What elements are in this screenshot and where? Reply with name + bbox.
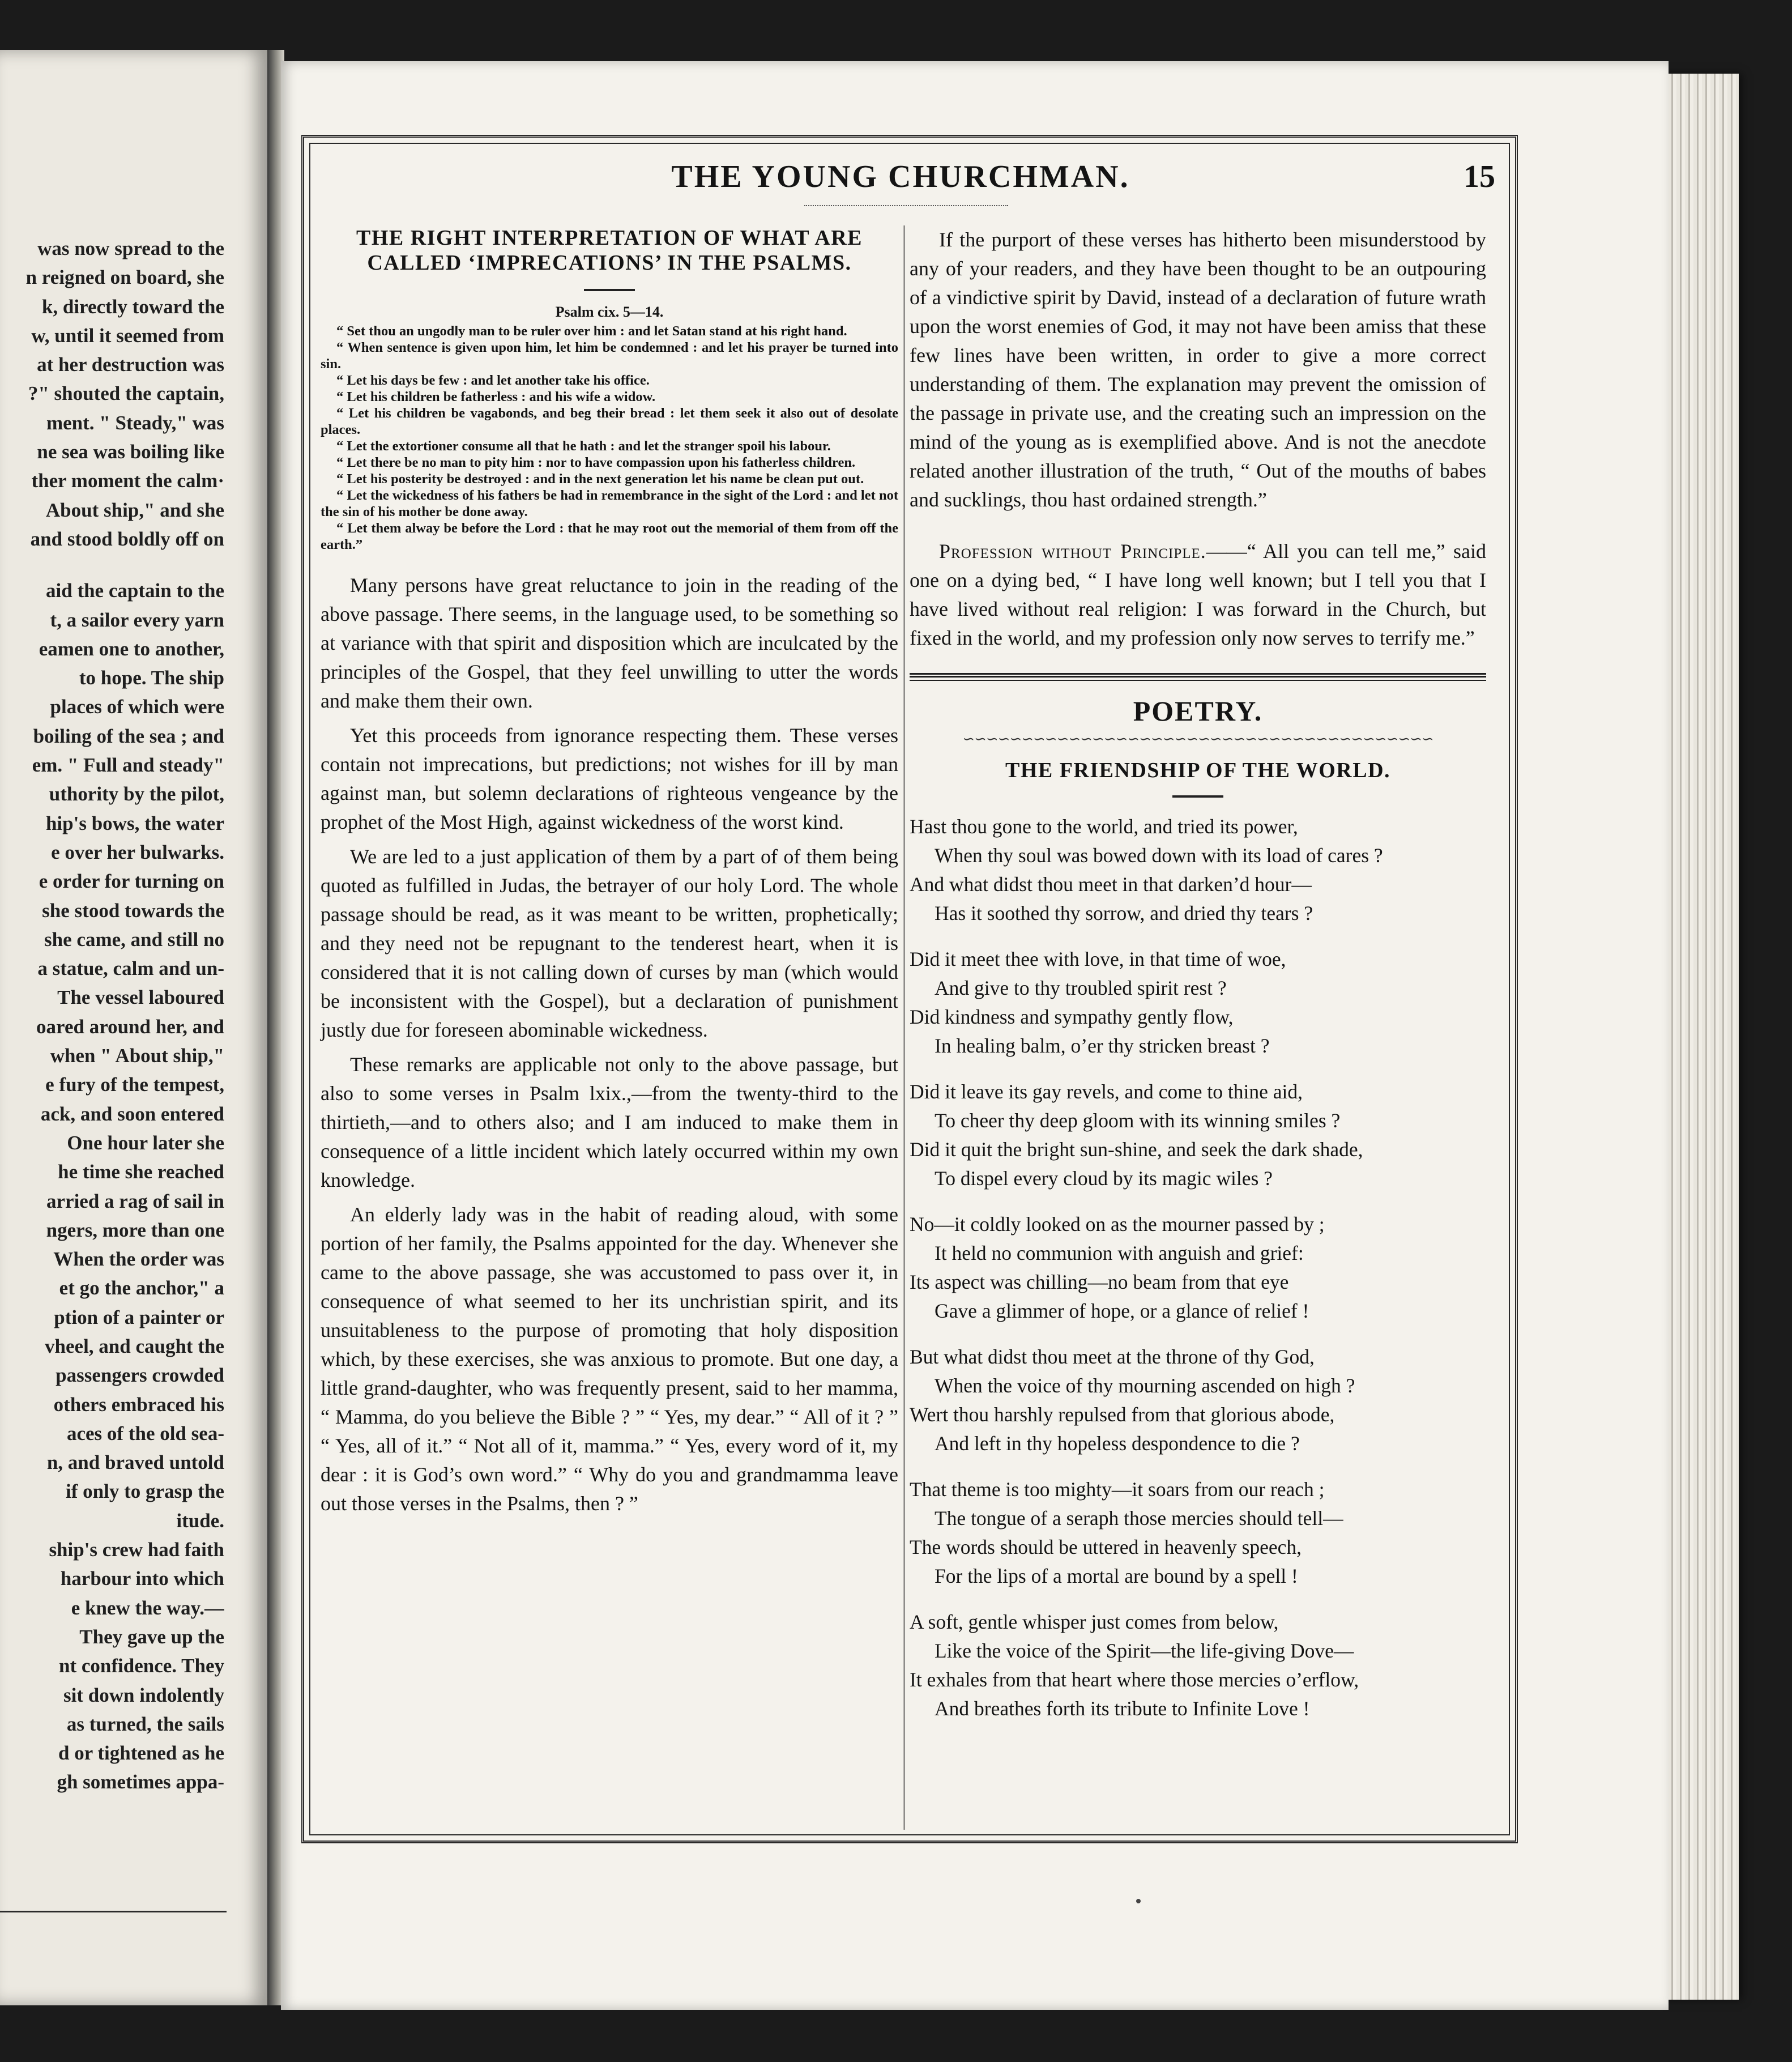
psalm-verse: “ Let his children be vagabonds, and beg their bread : let them seek it also out of desolate places.	[321, 406, 898, 437]
previous-page-line: others embraced his	[53, 1393, 224, 1416]
poem-line: A soft, gentle whisper just comes from below,	[910, 1611, 1279, 1633]
poem-line: Did it quit the bright sun-shine, and seek the dark shade,	[910, 1138, 1363, 1161]
previous-page-line: she stood towards the	[42, 899, 224, 922]
previous-page-line: oared around her, and	[36, 1015, 224, 1038]
body-paragraph: An elderly lady was in the habit of reading aloud, with some portion of her family, the Psalms appointed for the day. Whenever she came to the above passage, she was accustomed to pass over it, in consequence of what seemed to her its unchristian spirit, and its unsuitableness to the purpose of promoting that holy disposition which, by these exercises, she was anxious to promote. But one day, a little grand-daughter, who was frequently present, said to her mamma, “ Mamma, do you believe the Bible ? ” “ Yes, my dear.” “ All of it ? ” “ Yes, all of it.” “ Not all of it, mamma.” “ Yes, every word of it, my dear : it is God’s own word.” “ Why do you and grandmamma leave out those verses in the Psalms, then ? ”	[321, 1203, 898, 1515]
poem-line: When the voice of thy mourning ascended on high ?	[935, 1374, 1355, 1397]
previous-page-line: hip's bows, the water	[45, 812, 224, 834]
psalm-verse: “ Set thou an ungodly man to be ruler over him : and let Satan stand at his right hand.	[336, 323, 847, 339]
previous-page-line: she came, and still no	[44, 928, 224, 951]
column-divider	[903, 225, 905, 1830]
previous-page-line: The vessel laboured	[57, 986, 224, 1009]
running-title: THE YOUNG CHURCHMAN.	[671, 159, 1130, 194]
poem-line: That theme is too mighty—it soars from our reach ;	[910, 1478, 1325, 1501]
previous-page-line: t, a sailor every yarn	[50, 608, 224, 631]
previous-page-line: e fury of the tempest,	[45, 1073, 224, 1096]
epigraph-verses	[321, 323, 898, 553]
poem-line: Gave a glimmer of hope, or a glance of relief !	[935, 1300, 1309, 1322]
previous-page-line: n reigned on board, she	[25, 266, 224, 289]
article-conclusion: If the purport of these verses has hitherto been misunderstood by any of your readers, and they have been thought to be an outpouring of a vindictive spirit by David, instead of a declaration of future wrath upon the worst enemies of God, it may not have been amiss that these few lines have been written, in order to give a more correct understanding of them. The explanation may prevent the omission of the passage in private use, and the creating such an impression on the mind of the young as is exemplified above. And is not the anecdote related another illustration of the truth, “ Out of the mouths of babes and sucklings, thou hast ordained strength.”	[910, 228, 1486, 511]
body-paragraph: These remarks are applicable not only to the above passage, but also to some verses in Psalm lxix.,—from the twenty-third to the thirtieth,—and to others also; and I am induced to make them in consequence of a little incident which lately occurred within my own knowledge.	[321, 1053, 898, 1191]
previous-page-text	[0, 234, 224, 1797]
previous-page-line: em. " Full and steady"	[32, 754, 224, 777]
psalm-verse: “ Let there be no man to pity him : nor to have compassion upon his fatherless children.	[336, 455, 856, 470]
body-paragraph: We are led to a just application of them by a part of of them being quoted as fulfilled in Judas, the betrayer of our holy Lord. The whole passage should be read, as it was meant to be written, prophetically; and they need not be repugnant to the tenderest heart, when it is considered that it is not calling down of curses by man (which would be inconsistent with the Gospel), but a declaration of punishment justly due for foreseen abominable wickedness.	[321, 845, 898, 1041]
previous-page-fragment	[0, 50, 267, 2005]
poem-line: To cheer thy deep gloom with its winning smiles ?	[935, 1109, 1341, 1132]
profession-note	[910, 537, 1486, 653]
article-title: THE RIGHT INTERPRETATION OF WHAT ARE CALLED ‘IMPRECATIONS’ IN THE PSALMS.	[356, 226, 863, 275]
previous-page-line: d or tightened as he	[58, 1742, 224, 1765]
previous-page-line: About ship," and she	[45, 499, 224, 521]
previous-page-line: itude.	[176, 1509, 224, 1532]
previous-page-line: ?" shouted the captain,	[28, 382, 224, 405]
left-column	[321, 225, 898, 1524]
poem	[910, 812, 1486, 1723]
poem-line: And give to thy troubled spirit rest ?	[935, 977, 1227, 999]
previous-page-line: harbour into which	[60, 1567, 224, 1590]
previous-page-line: aid the captain to the	[46, 580, 224, 602]
poem-title-rule	[1172, 795, 1223, 798]
previous-page-line: e knew the way.—	[71, 1596, 224, 1619]
previous-page-line: was now spread to the	[37, 237, 224, 259]
previous-page-line: w, until it seemed from	[31, 324, 224, 347]
poem-line: Wert thou harshly repulsed from that glorious abode,	[910, 1403, 1335, 1426]
body-paragraph: Many persons have great reluctance to join in the reading of the above passage. There seems, in the language used, to be something so at variance with that spirit and disposition which are inculcated by the principles of the Gospel, that they feel unwilling to utter the words and make them their own.	[321, 574, 898, 712]
poem-line: To dispel every cloud by its magic wiles ?	[935, 1167, 1273, 1190]
previous-page-line: as turned, the sails	[66, 1712, 224, 1735]
previous-page-line: nt confidence. They	[59, 1655, 224, 1677]
poem-stanza	[910, 1475, 1486, 1591]
epigraph-reference: Psalm cix. 5—14.	[555, 304, 664, 320]
poem-line: Did it meet thee with love, in that time of woe,	[910, 948, 1286, 970]
previous-page-line: he time she reached	[58, 1161, 224, 1183]
poem-line: When thy soul was bowed down with its load of cares ?	[935, 844, 1383, 867]
previous-page-line: arried a rag of sail in	[46, 1190, 224, 1212]
poem-line: And left in thy hopeless despondence to die ?	[935, 1432, 1300, 1455]
poem-line: In healing balm, o’er thy stricken breast ?	[935, 1034, 1270, 1057]
previous-page-line: e over her bulwarks.	[51, 841, 224, 863]
previous-page-line: ack, and soon entered	[40, 1102, 224, 1125]
body-paragraph: Yet this proceeds from ignorance respecting them. These verses contain not imprecations, but predictions; not wishes for ill by man against man, but solemn declarations of righteous vengeance by the prophet of the Most High, against wickedness of the worst kind.	[321, 724, 898, 833]
previous-page-line: to hope. The ship	[79, 667, 224, 689]
poem-line: The tongue of a seraph those mercies should tell—	[935, 1507, 1343, 1530]
poem-line: It exhales from that heart where those mercies o’erflow,	[910, 1668, 1359, 1691]
page-edges	[1659, 74, 1739, 2000]
poem-line: Its aspect was chilling—no beam from that eye	[910, 1271, 1289, 1293]
previous-page-line: when " About ship,"	[50, 1045, 224, 1067]
poem-stanza	[910, 1077, 1486, 1193]
right-column	[910, 225, 1486, 1740]
poem-line: For the lips of a mortal are bound by a spell !	[935, 1565, 1298, 1587]
previous-page-line: eamen one to another,	[39, 637, 224, 660]
previous-page-line	[0, 553, 224, 576]
printer-mark	[1136, 1899, 1141, 1903]
previous-page-line: e order for turning on	[39, 870, 224, 893]
poem-stanza	[910, 1210, 1486, 1326]
previous-page-line: One hour later she	[67, 1131, 224, 1154]
previous-page-line: if only to grasp the	[66, 1480, 224, 1503]
previous-page-line: ne sea was boiling like	[37, 441, 224, 463]
previous-page-line: ship's crew had faith	[49, 1539, 224, 1561]
header-ornament	[804, 205, 1008, 212]
previous-page-line: sit down indolently	[63, 1684, 224, 1706]
profession-label: Profession without Principle.	[939, 540, 1206, 563]
previous-page-rule	[0, 1911, 227, 1912]
previous-page-line: passengers crowded	[56, 1364, 224, 1387]
previous-page-line: ment. " Steady," was	[46, 411, 224, 434]
psalm-verse: “ Let his posterity be destroyed : and in the next generation let his name be clean put out.	[336, 471, 864, 487]
psalm-verse: “ When sentence is given upon him, let him be condemned : and let his prayer be turned into sin.	[321, 340, 898, 372]
poem-stanza	[910, 1608, 1486, 1723]
previous-page-line: k, directly toward the	[41, 295, 224, 318]
title-rule	[584, 289, 635, 291]
previous-page-line: vheel, and caught the	[45, 1335, 224, 1357]
section-double-rule	[910, 673, 1486, 681]
poem-line: Has it soothed thy sorrow, and dried thy tears ?	[935, 902, 1313, 925]
poem-stanza	[910, 945, 1486, 1060]
poem-line: Did kindness and sympathy gently flow,	[910, 1006, 1234, 1028]
psalm-verse: “ Let the wickedness of his fathers be had in remembrance in the sight of the Lord : and let not the sin of his mother be done away.	[321, 488, 898, 519]
page-number: 15	[1464, 159, 1495, 194]
previous-page-line: ther moment the calm·	[31, 470, 224, 492]
previous-page-line: at her destruction was	[37, 353, 224, 376]
poem-line: And breathes forth its tribute to Infinite Love !	[935, 1697, 1310, 1720]
psalm-verse: “ Let them alway be before the Lord : that he may root out the memorial of them from off the earth.”	[321, 521, 898, 552]
previous-page-line: When the order was	[53, 1248, 224, 1271]
psalm-verse: “ Let his days be few : and let another take his office.	[336, 373, 650, 388]
previous-page-line: ngers, more than one	[46, 1219, 224, 1241]
poem-title: THE FRIENDSHIP OF THE WORLD.	[1005, 759, 1391, 782]
previous-page-line: gh sometimes appa-	[57, 1771, 224, 1793]
previous-page-line: n, and braved untold	[46, 1451, 224, 1474]
previous-page-line: ption of a painter or	[54, 1306, 224, 1328]
previous-page-line: places of which were	[50, 696, 224, 718]
profession-text: ——“ All you can tell me,” said one on a dying bed, “ I have long well known; but I tell you that I have lived without real religion: I was forward in the Church, but fixed in the world, and my profession only now serves to terrify me.”	[910, 540, 1486, 649]
previous-page-line: They gave up the	[79, 1625, 224, 1648]
psalm-verse: “ Let the extortioner consume all that he hath : and let the stranger spoil his labour.	[336, 438, 831, 454]
previous-page-line: boiling of the sea ; and	[33, 725, 224, 747]
poem-line: And what didst thou meet in that darken’d hour—	[910, 873, 1312, 896]
poem-line: Like the voice of the Spirit—the life-giving Dove—	[935, 1639, 1354, 1662]
poem-line: It held no communion with anguish and grief:	[935, 1242, 1304, 1264]
previous-page-line: and stood boldly off on	[30, 527, 224, 550]
poem-line: Did it leave its gay revels, and come to thine aid,	[910, 1080, 1303, 1103]
wavy-ornament: ∽∽∽∽∽∽∽∽∽∽∽∽∽∽∽∽∽∽∽∽∽∽∽∽∽∽∽∽∽∽∽∽∽∽∽∽∽∽∽∽	[962, 731, 1433, 747]
previous-page-line: a statue, calm and un-	[37, 957, 224, 980]
poem-line: The words should be uttered in heavenly speech,	[910, 1536, 1302, 1558]
poem-line: No—it coldly looked on as the mourner passed by ;	[910, 1213, 1325, 1236]
previous-page-line: uthority by the pilot,	[49, 783, 224, 806]
poetry-heading: POETRY.	[1133, 695, 1263, 727]
poem-stanza	[910, 1343, 1486, 1458]
poem-stanza	[910, 812, 1486, 928]
article-body	[321, 571, 898, 1518]
poem-line: But what didst thou meet at the throne of thy God,	[910, 1345, 1315, 1368]
previous-page-line: aces of the old sea-	[66, 1422, 224, 1445]
previous-page-line: et go the anchor," a	[59, 1277, 224, 1300]
psalm-verse: “ Let his children be fatherless : and his wife a widow.	[336, 389, 656, 404]
poem-line: Hast thou gone to the world, and tried its power,	[910, 815, 1298, 838]
